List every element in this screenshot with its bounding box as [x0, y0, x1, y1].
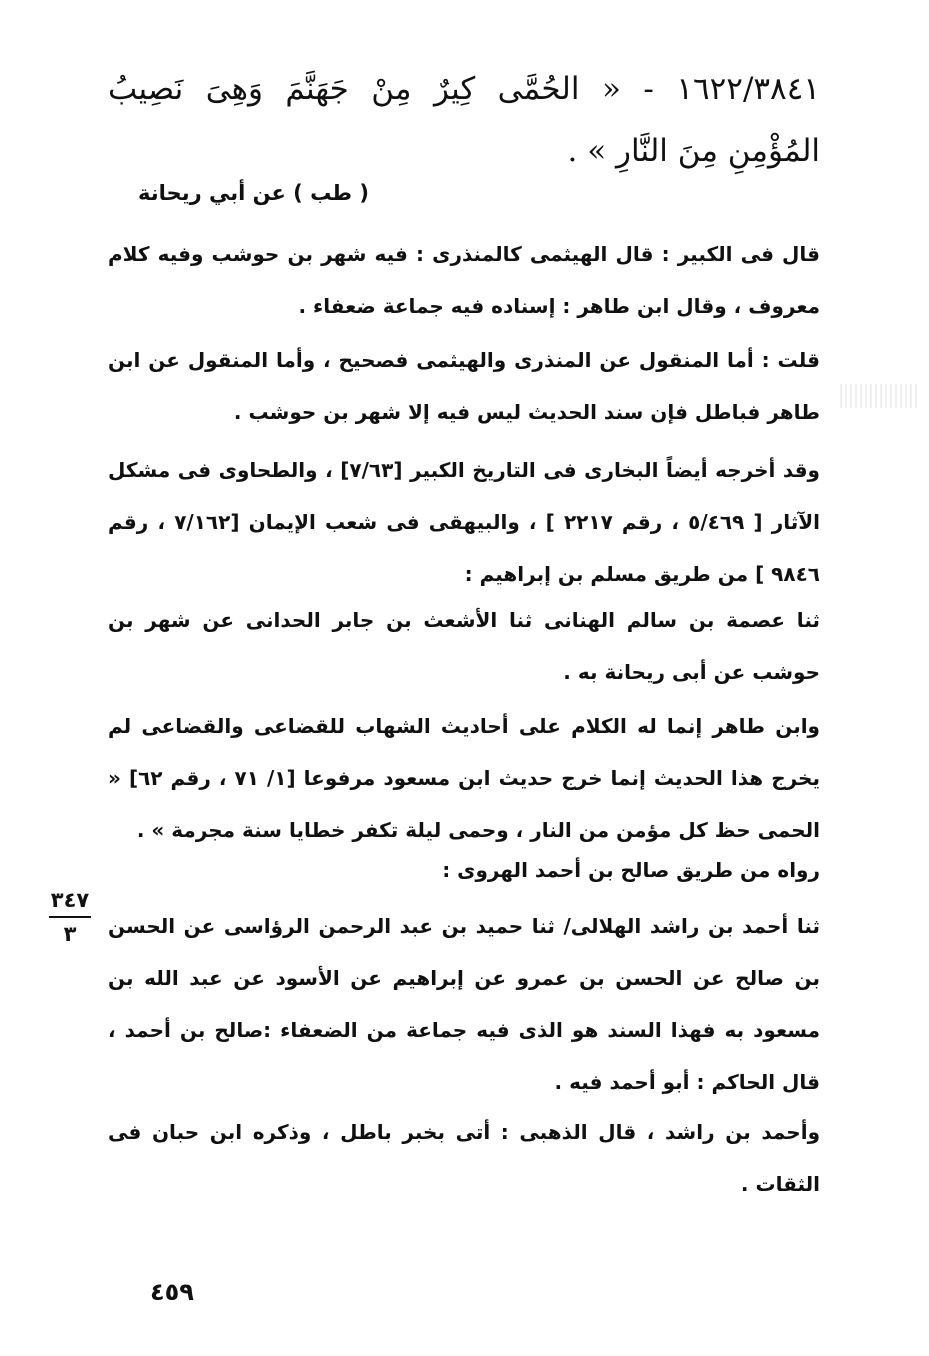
paragraph-riwaya-intro: رواه من طريق صالح بن أحمد الهروى :	[442, 858, 820, 882]
paragraph-author-note: قلت : أما المنقول عن المنذرى والهيثمى فصحيح ، وأما المنقول عن ابن طاهر فباطل فإن سند الحديث ليس فيه إلا شهر بن حوشب .	[108, 348, 820, 424]
margin-reference-part: ٣	[63, 922, 77, 946]
paragraph-commentary: قال فى الكبير : قال الهيثمى كالمنذرى : فيه شهر بن حوشب وفيه كلام معروف ، وقال ابن طاهر : إسناده فيه جماعة ضعفاء .	[108, 242, 820, 318]
page-number: ٤٥٩	[150, 1278, 194, 1306]
scan-artifact	[840, 384, 920, 408]
margin-manuscript-reference	[40, 888, 100, 946]
paragraph-second-isnad: ثنا أحمد بن راشد الهلالى/ ثنا حميد بن عبد الرحمن الرؤاسى عن الحسن بن صالح عن الحسن بن عمرو عن إبراهيم عن الأسود عن عبد الله بن مسعود به فهذا السند هو الذى فيه جماعة من الضعفاء :صالح بن أحمد ، قال الحاكم : أبو أحمد فيه .	[108, 914, 820, 1094]
paragraph-isnad: ثنا عصمة بن سالم الهنانى ثنا الأشعث بن جابر الحدانى عن شهر بن حوشب عن أبى ريحانة به .	[108, 608, 820, 684]
paragraph-takhrij: وقد أخرجه أيضاً البخارى فى التاريخ الكبير [٧/٦٣] ، والطحاوى فى مشكل الآثار [ ٥/٤٦٩ ، رقم ٢٢١٧ ] ، والبيهقى فى شعب الإيمان [٧/١٦٢ ، رقم ٩٨٤٦ ] من طريق مسلم بن إبراهيم :	[108, 458, 821, 586]
hadith-title: ١٦٢٢/٣٨٤١ - « الحُمَّى كِيرٌ مِنْ جَهَنَّمَ وَهِىَ نَصِيبُ المُؤْمِنِ مِنَ النَّارِ » .	[108, 71, 820, 169]
paragraph-dhahabi: وأحمد بن راشد ، قال الذهبى : أتى بخبر باطل ، وذكره ابن حبان فى الثقات .	[108, 1120, 820, 1196]
margin-reference-page: ٣٤٧	[50, 888, 90, 912]
margin-reference-divider	[49, 916, 91, 918]
paragraph-ibn-tahir: وابن طاهر إنما له الكلام على أحاديث الشهاب للقضاعى والقضاعى لم يخرج هذا الحديث إنما خرج حديث ابن مسعود مرفوعا [١/ ٧١ ، رقم ٦٢] « الحمى حظ كل مؤمن من النار ، وحمى ليلة تكفر خطايا سنة مجرمة » .	[108, 714, 820, 842]
hadith-source: ( طب ) عن أبي ريحانة	[138, 181, 369, 205]
